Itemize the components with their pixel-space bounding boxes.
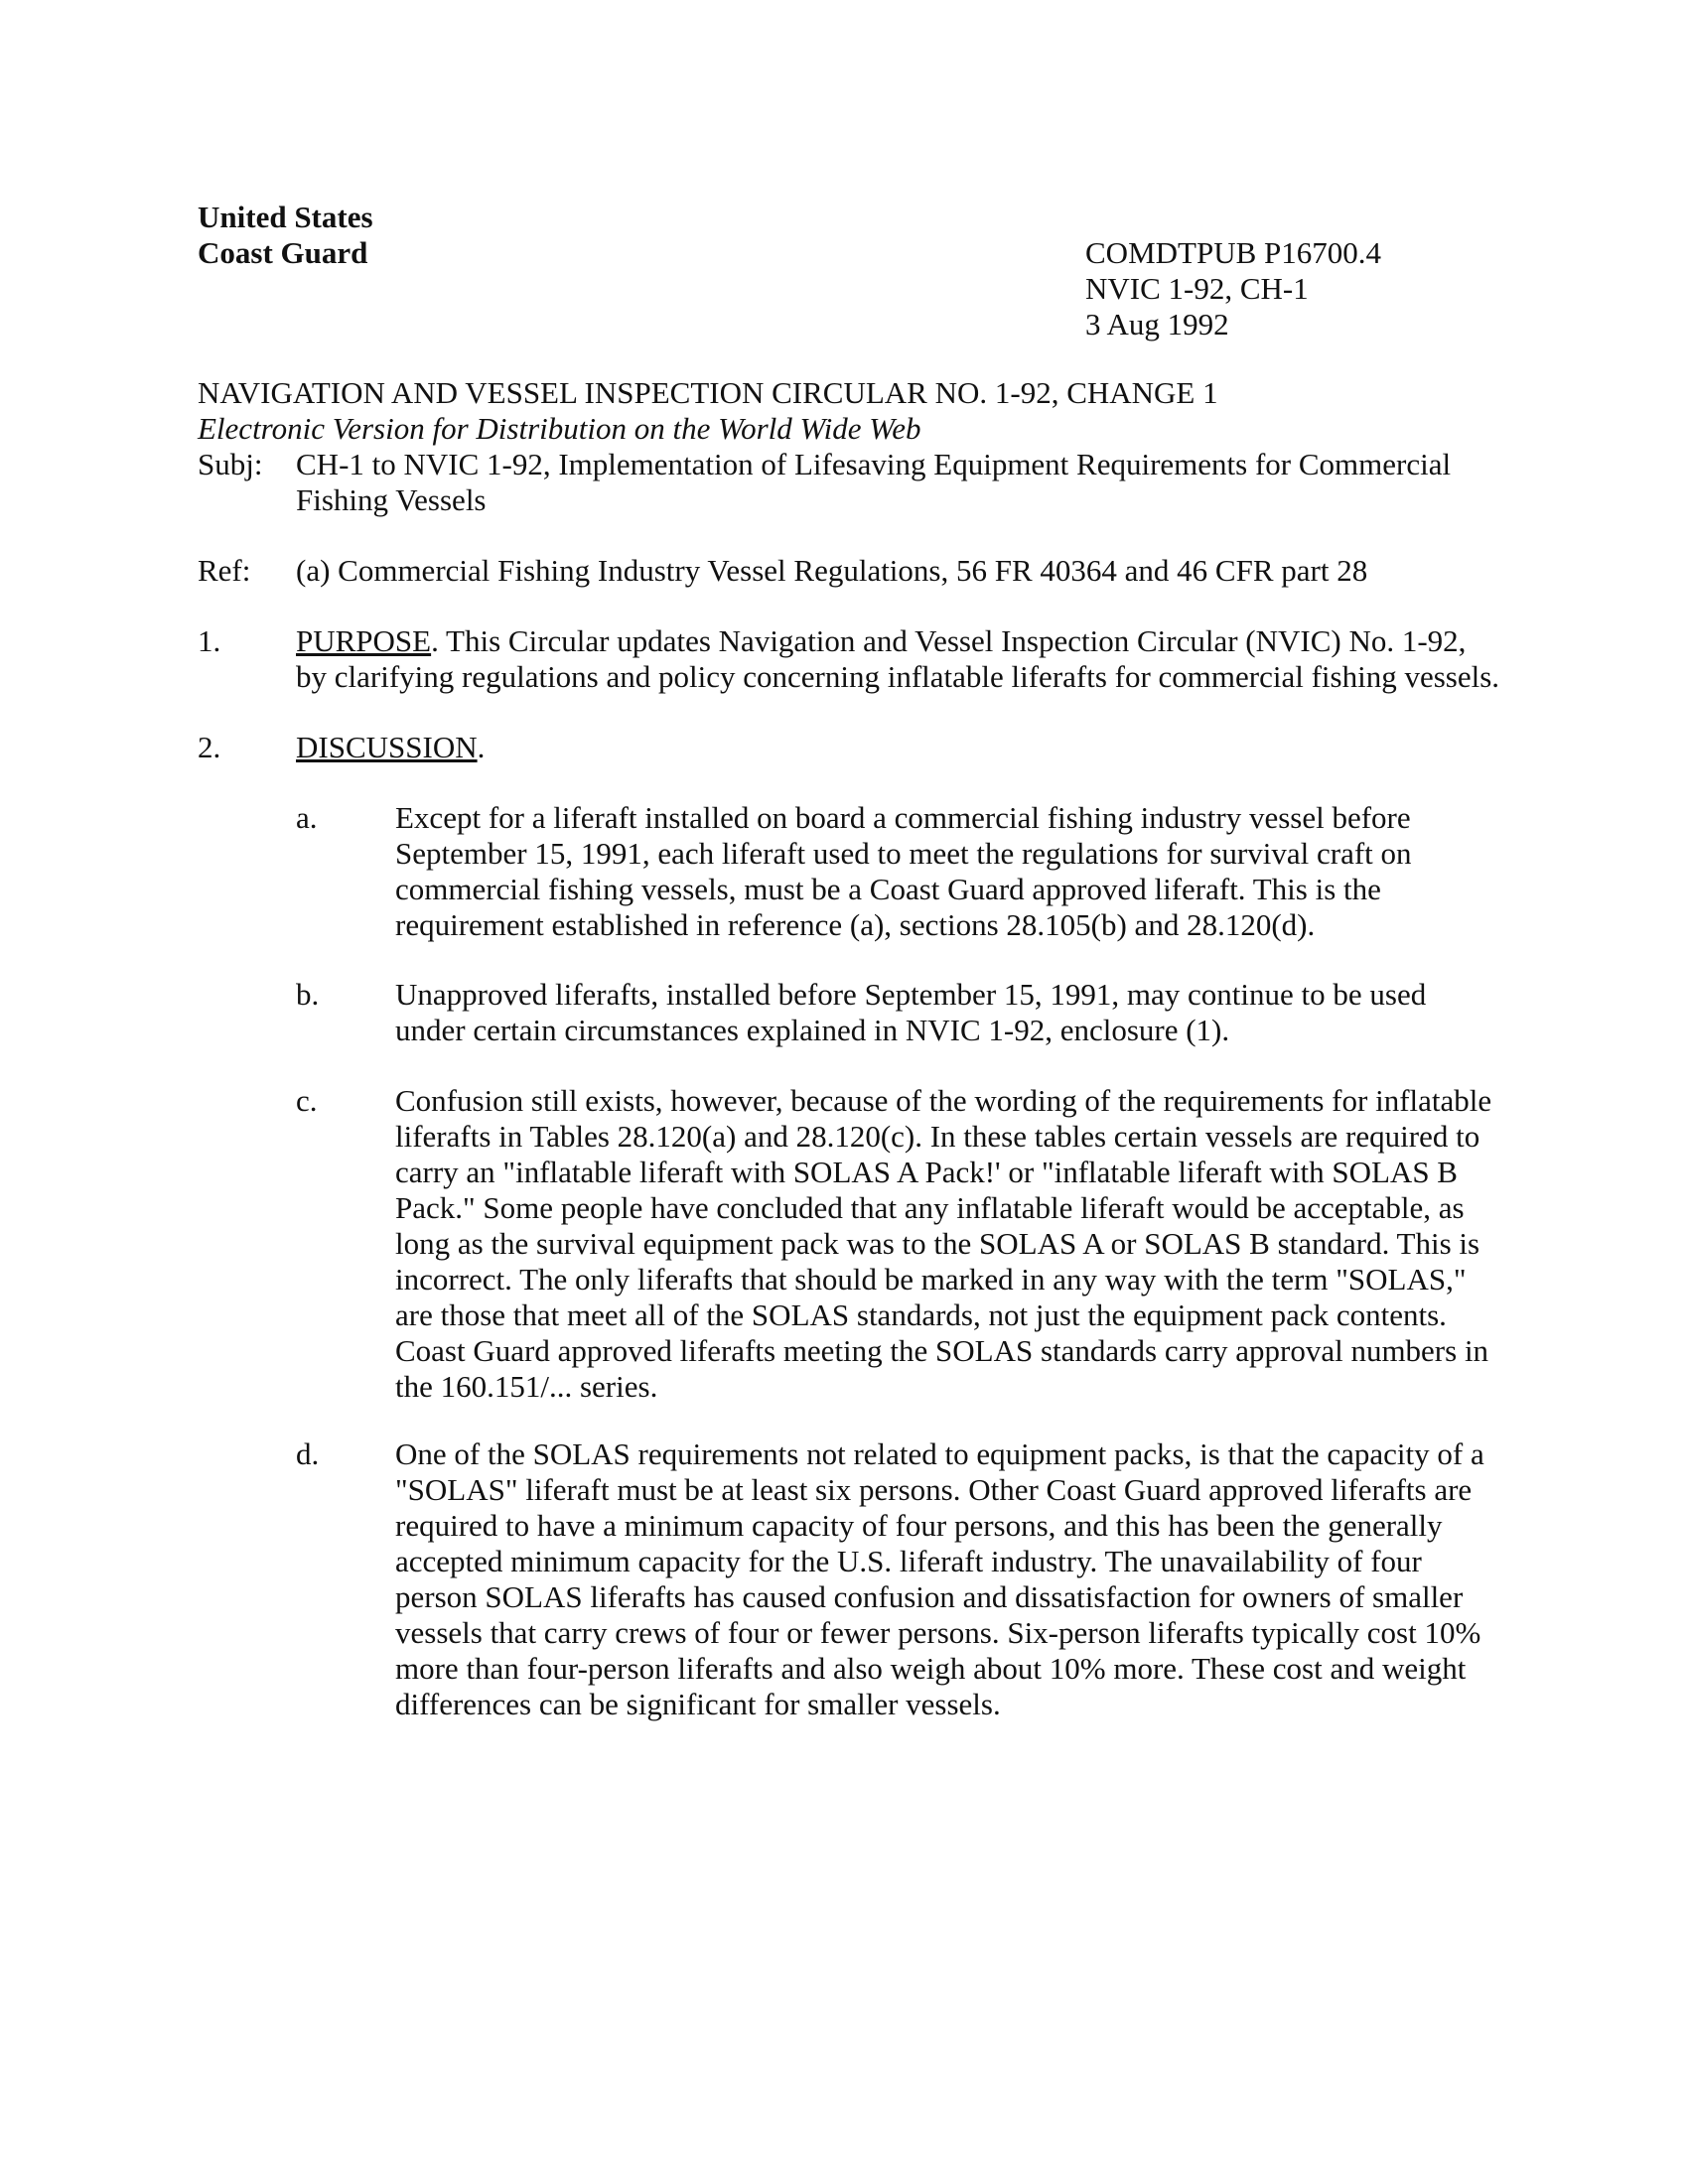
paragraph-line: carry an "inflatable liferaft with SOLAS A Pack!' or "inflatable liferaft with SOLAS B (395, 1155, 1458, 1189)
paragraph-line: requirement established in reference (a), sections 28.105(b) and 28.120(d). (395, 907, 1316, 942)
paragraph-line: commercial fishing vessels, must be a Coast Guard approved liferaft. This is the (395, 872, 1381, 906)
paragraph-d (296, 1436, 1487, 1722)
paragraph-line: the 160.151/... series. (395, 1369, 658, 1404)
purpose-heading: PURPOSE (296, 623, 432, 658)
paragraph-line: Confusion still exists, however, because of the wording of the requirements for inflatable (395, 1083, 1492, 1118)
subject-row (198, 447, 1498, 518)
agency-block (198, 200, 373, 271)
subj-line-2: Fishing Vessels (296, 482, 487, 517)
issue-date: 3 Aug 1992 (1085, 307, 1229, 341)
discussion-heading: DISCUSSION (296, 730, 478, 764)
pub-number: COMDTPUB P16700.4 (1085, 235, 1381, 270)
purpose-text (296, 623, 1499, 695)
reference-row (198, 553, 1498, 589)
paragraph-label: b. (296, 977, 320, 1012)
paragraph-line: Pack." Some people have concluded that any inflatable liferaft would be acceptable, as (395, 1190, 1465, 1225)
subj-text (296, 447, 1451, 518)
paragraph-text (395, 977, 1487, 1048)
subj-label: Subj: (198, 447, 263, 481)
circular-title: NAVIGATION AND VESSEL INSPECTION CIRCULAR NO. 1-92, CHANGE 1 (198, 375, 1218, 410)
section-number: 1. (198, 623, 221, 658)
paragraph-a (296, 800, 1487, 943)
subj-line-1: CH-1 to NVIC 1-92, Implementation of Lifesaving Equipment Requirements for Commercial (296, 447, 1452, 481)
paragraph-line: liferafts in Tables 28.120(a) and 28.120(c). In these tables certain vessels are required to (395, 1119, 1480, 1154)
ref-label: Ref: (198, 553, 251, 588)
paragraph-label: c. (296, 1083, 318, 1118)
paragraph-line: required to have a minimum capacity of four persons, and this has been the generally (395, 1508, 1443, 1543)
paragraph-text (395, 1083, 1491, 1405)
paragraph-line: Coast Guard approved liferafts meeting the SOLAS standards carry approval numbers in (395, 1333, 1489, 1368)
paragraph-line: more than four-person liferafts and also weigh about 10% more. These cost and weight (395, 1651, 1467, 1686)
paragraph-label: a. (296, 800, 318, 835)
paragraph-line: Unapproved liferafts, installed before September 15, 1991, may continue to be used (395, 977, 1427, 1012)
paragraph-b (296, 977, 1487, 1048)
discussion-heading-period: . (477, 730, 486, 764)
paragraph-line: vessels that carry crews of four or fewer persons. Six-person liferafts typically cost 10% (395, 1615, 1481, 1650)
section-number: 2. (198, 730, 221, 764)
paragraph-text (395, 800, 1487, 943)
paragraph-line: accepted minimum capacity for the U.S. liferaft industry. The unavailability of four (395, 1544, 1422, 1578)
nvic-number: NVIC 1-92, CH-1 (1085, 271, 1309, 306)
paragraph-line: under certain circumstances explained in NVIC 1-92, enclosure (1). (395, 1013, 1230, 1047)
circular-title-block (198, 375, 1498, 518)
paragraph-line: One of the SOLAS requirements not related to equipment packs, is that the capacity of a (395, 1436, 1484, 1471)
purpose-line-2: by clarifying regulations and policy concerning inflatable liferafts for commercial fishing vessels. (296, 659, 1500, 694)
paragraph-line: long as the survival equipment pack was to the SOLAS A or SOLAS B standard. This is (395, 1226, 1480, 1261)
paragraph-line: are those that meet all of the SOLAS standards, not just the equipment pack contents. (395, 1297, 1447, 1332)
paragraph-line: incorrect. The only liferafts that should be marked in any way with the term "SOLAS," (395, 1262, 1467, 1297)
section-purpose (198, 623, 1498, 695)
paragraph-label: d. (296, 1436, 320, 1471)
ref-text: (a) Commercial Fishing Industry Vessel Regulations, 56 FR 40364 and 46 CFR part 28 (296, 553, 1368, 588)
purpose-line-1-rest: . This Circular updates Navigation and Vessel Inspection Circular (NVIC) No. 1-92, (431, 623, 1467, 658)
paragraph-line: differences can be significant for smaller vessels. (395, 1687, 1001, 1721)
electronic-version-note: Electronic Version for Distribution on the World Wide Web (198, 411, 921, 446)
paragraph-line: Except for a liferaft installed on board a commercial fishing industry vessel before (395, 800, 1411, 835)
paragraph-text (395, 1436, 1487, 1722)
paragraph-c (296, 1083, 1492, 1405)
publication-ids (1085, 235, 1381, 342)
section-discussion (198, 730, 1498, 765)
paragraph-line: person SOLAS liferafts has caused confusion and dissatisfaction for owners of smaller (395, 1579, 1464, 1614)
agency-line-2: Coast Guard (198, 235, 368, 270)
discussion-heading-line (296, 730, 1498, 765)
purpose-line-1 (296, 623, 1499, 659)
paragraph-line: September 15, 1991, each liferaft used to meet the regulations for survival craft on (395, 836, 1412, 871)
paragraph-line: "SOLAS" liferaft must be at least six persons. Other Coast Guard approved liferafts are (395, 1472, 1473, 1507)
agency-line-1: United States (198, 200, 373, 234)
